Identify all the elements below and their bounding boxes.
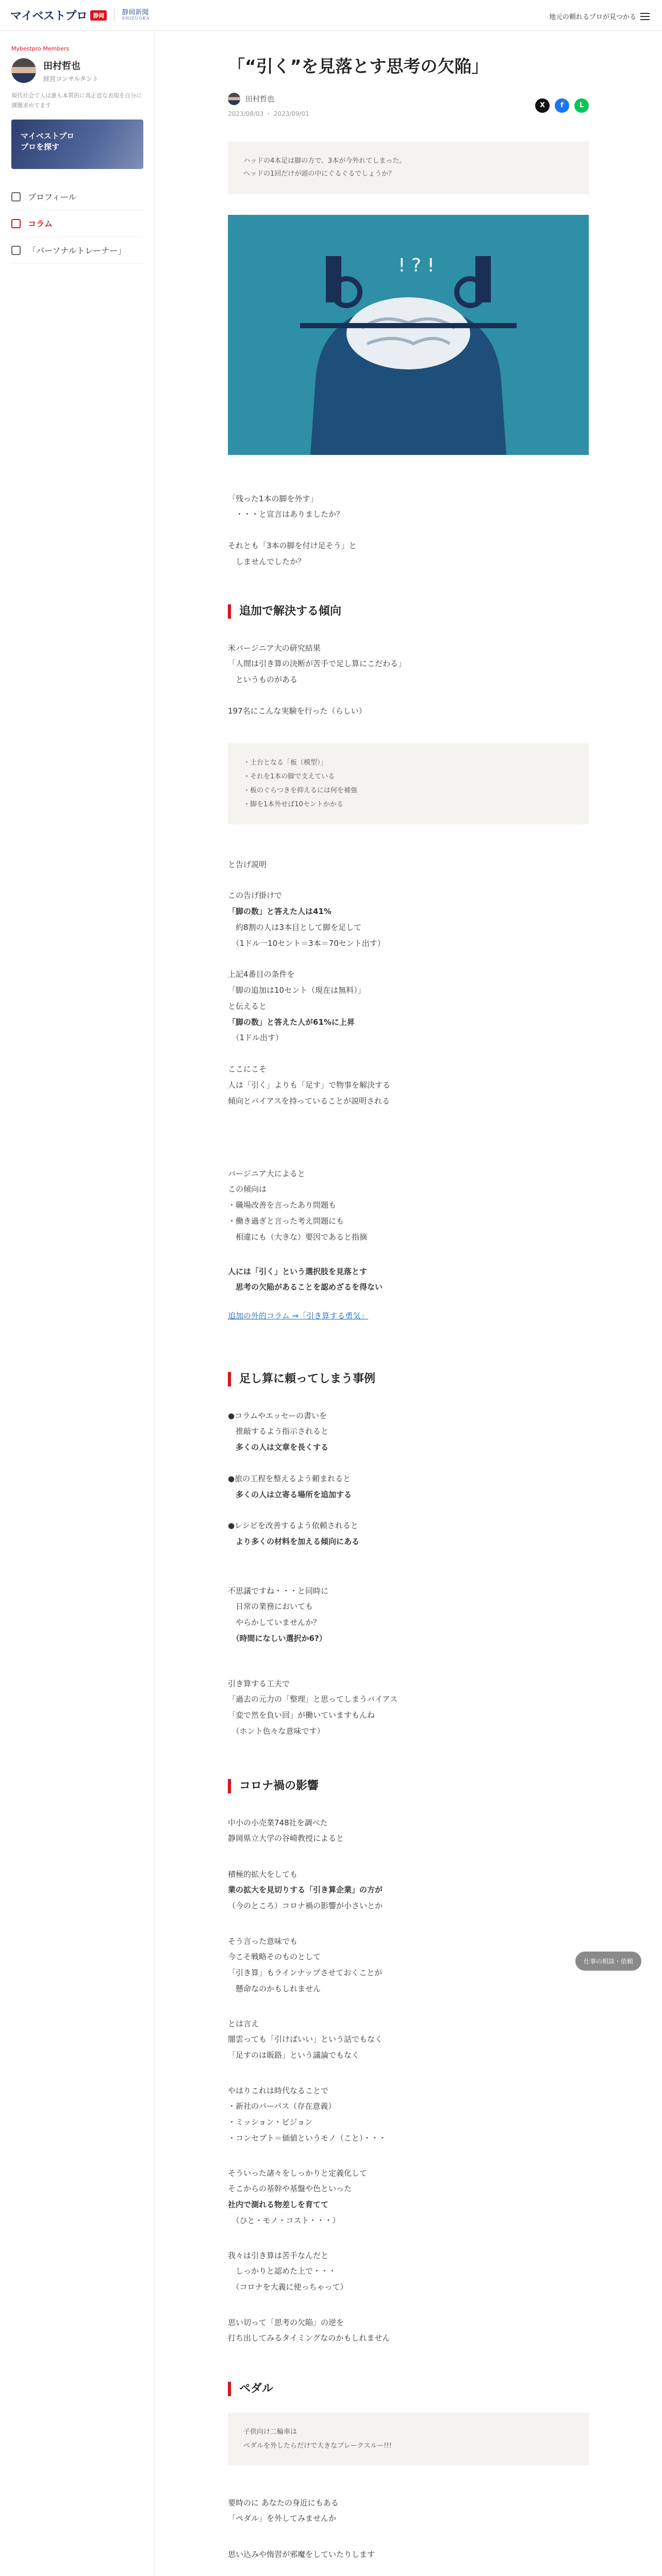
text-line: ●コラムやエッセーの書いを bbox=[228, 1411, 327, 1420]
section-text bbox=[228, 1166, 589, 1245]
text-line: というものがある bbox=[228, 675, 298, 685]
text-line: 「ペダル」を外してみませんか bbox=[228, 2514, 337, 2523]
text-line: しませんでしたか？ bbox=[228, 556, 306, 566]
sidebar-name: 田村哲也 bbox=[43, 60, 80, 72]
text-line: しっかりと認めた上で・・・ bbox=[228, 2266, 337, 2276]
text-line: ・脚を1本外せば10セントかかる bbox=[243, 801, 343, 809]
text-line: ・新社のパーパス（存在意義） bbox=[228, 2102, 336, 2111]
text-line bbox=[228, 2197, 589, 2213]
text-line: 日常の業務においても bbox=[228, 1602, 313, 1612]
hero-image bbox=[228, 215, 589, 455]
emphasis: 業の拡大を見切りする「引き算企業」の方が bbox=[228, 1885, 383, 1895]
sidebar-item-trainer[interactable] bbox=[11, 237, 143, 264]
text-line: やはりこれは時代なることで bbox=[228, 2086, 329, 2095]
emphasis: 「脚の数」と答えた人が61%に上昇 bbox=[228, 1017, 355, 1027]
section-text bbox=[228, 1934, 589, 1997]
emphasis: （時間になしい選択か6?） bbox=[228, 1633, 327, 1643]
sidebar-role: 経営コンサルタント bbox=[43, 75, 98, 82]
text-line bbox=[228, 1439, 589, 1455]
related-column-link-wrap bbox=[228, 1310, 589, 1321]
section-heading: ペダル bbox=[228, 2382, 589, 2397]
emphasis: 社内で測れる物差しを育てて bbox=[228, 2200, 329, 2210]
list-icon bbox=[11, 246, 21, 255]
text-line: ・働き過ぎと言った考え問題にも bbox=[228, 1216, 344, 1226]
section-text bbox=[228, 2315, 589, 2347]
sidebar-item-label: コラム bbox=[28, 219, 53, 229]
text-line: ペダルを外したらだけで大きなブレークスルー!!! bbox=[243, 2442, 392, 2450]
text-line bbox=[228, 522, 589, 538]
text-line: （ホント色々な意味です） bbox=[228, 1726, 325, 1736]
spacer bbox=[228, 1455, 589, 1471]
text-line: 子供向け二輪車は bbox=[243, 2428, 297, 2436]
sidebar-eyebrow: Mybestpro Members bbox=[11, 45, 70, 52]
text-line bbox=[228, 1264, 589, 1280]
text-line: 引き算する工夫で bbox=[228, 1679, 290, 1688]
text-line: ・土台となる「板（模型）」 bbox=[243, 758, 327, 767]
text-line: 静岡県立大学の谷崎教授によると bbox=[228, 1834, 344, 1843]
text-line bbox=[228, 1882, 589, 1898]
document-icon bbox=[11, 219, 21, 228]
section-text bbox=[228, 2248, 589, 2295]
text-line bbox=[228, 872, 589, 888]
text-line: 「人間は引き算の決断が苦手で足し算にこだわる」 bbox=[228, 659, 406, 669]
section-text bbox=[228, 2495, 589, 2527]
text-line: （今のところ）コロナ禍の影響が小さいとか bbox=[228, 1901, 383, 1911]
text-line: 「変で然を負い回」が働いていますもんね bbox=[228, 1710, 375, 1720]
text-line: 「残った1本の脚を外す」 bbox=[228, 494, 318, 503]
author-name: 田村哲也 bbox=[245, 95, 274, 104]
section-text bbox=[228, 1815, 589, 1847]
section-text bbox=[228, 2165, 589, 2229]
menu-icon[interactable] bbox=[640, 13, 650, 20]
region-badge: 静岡 bbox=[90, 10, 107, 21]
text-line bbox=[228, 1631, 589, 1647]
sidebar-item-column[interactable] bbox=[11, 210, 143, 237]
person-icon bbox=[11, 192, 21, 201]
text-line: （コロナを大義に使っちゃって） bbox=[228, 2282, 348, 2292]
emphasis: 多くの人は文章を長くする bbox=[228, 1443, 329, 1452]
text-line: 要時のに あなたの身近にもある bbox=[228, 2498, 339, 2507]
text-line bbox=[228, 1046, 589, 1061]
sidebar-item-label: プロフィール bbox=[28, 192, 77, 202]
page-title: 「“引く”を見落とす思考の欠陥」 bbox=[228, 56, 489, 76]
emphasis: 多くの人は立寄る場所を追加する bbox=[228, 1489, 352, 1499]
text-line: 打ち出してみるタイミングなのかもしれません bbox=[228, 2333, 390, 2343]
text-line: 懸命なのかもしれません bbox=[228, 1984, 321, 1993]
text-line: 上記4番目の条件を bbox=[228, 970, 295, 979]
text-line bbox=[228, 1014, 589, 1030]
section-text bbox=[228, 2083, 589, 2146]
text-line: 「過去の元力の「整理」と思ってしまうバイアス bbox=[228, 1694, 398, 1704]
site-logo[interactable]: マイベストプロ bbox=[10, 9, 88, 22]
spacer bbox=[228, 1502, 589, 1518]
section-heading: コロナ禍の影響 bbox=[228, 1779, 589, 1794]
sidebar-nav bbox=[11, 183, 143, 264]
section-text bbox=[228, 1676, 589, 1739]
quote-box bbox=[228, 743, 589, 824]
section-text bbox=[228, 1264, 589, 1296]
text-line: ・それを1本の脚で支えている bbox=[243, 772, 335, 781]
text-line: バージニア大によると bbox=[228, 1168, 305, 1178]
section-heading: 追加で解決する傾向 bbox=[228, 604, 589, 619]
section-text bbox=[228, 2016, 589, 2063]
section-text bbox=[228, 857, 589, 1109]
consult-button[interactable]: 仕事の相談・依頼 bbox=[575, 1952, 641, 1971]
text-line bbox=[228, 951, 589, 967]
text-line: 積極的拡大をしても bbox=[228, 1869, 298, 1879]
text-line: 傾向とバイアスを持っていることが説明される bbox=[228, 1096, 390, 1106]
emphasis: より多くの材料を加える傾向にある bbox=[228, 1537, 360, 1547]
text-line: ・職場改善を言ったあり問題も bbox=[228, 1200, 337, 1210]
text-line: 不思議ですね・・・と同時に bbox=[228, 1586, 329, 1596]
text-line: （ひと・モノ・コスト・・・） bbox=[228, 2215, 340, 2225]
emphasis: 人には「引く」という選択肢を見落とす bbox=[228, 1266, 368, 1276]
sidebar-profile[interactable] bbox=[11, 58, 143, 83]
text-line: 「引き算」もラインナップさせておくことが bbox=[228, 1968, 383, 1978]
text-line: 「脚の追加は10セント（現在は無料）」 bbox=[228, 986, 366, 995]
intro-text bbox=[228, 491, 589, 570]
facebook-share-icon[interactable]: f bbox=[555, 98, 569, 113]
text-line bbox=[228, 1534, 589, 1550]
section-text bbox=[228, 640, 589, 719]
text-line: 今こそ戦略そのものとして bbox=[228, 1952, 321, 1962]
section-text bbox=[228, 1408, 589, 1550]
text-line: 米バージニア大の研究結果 bbox=[228, 643, 321, 653]
emphasis: 思考の欠陥があることを認めざるを得ない bbox=[228, 1282, 383, 1292]
emphasis: 「脚の数」と答えた人は41% bbox=[228, 907, 332, 917]
hero-illustration bbox=[228, 215, 589, 455]
text-line: 約8割の人は3本目として脚を足して bbox=[228, 922, 362, 932]
header-right-link[interactable] bbox=[549, 11, 650, 21]
share-buttons bbox=[535, 98, 589, 113]
text-line: （1ドル一10セント＝3本＝70セント出す） bbox=[228, 938, 385, 948]
text-line: 人は「引く」よりも「足す」で物事を解決する bbox=[228, 1080, 391, 1090]
section-text: 思い込みや惰習が邪魔をしていたりします bbox=[228, 2549, 375, 2559]
text-line: ここにこそ bbox=[228, 1064, 267, 1074]
text-line bbox=[228, 1279, 589, 1295]
avatar bbox=[228, 93, 240, 105]
section-text bbox=[228, 1867, 589, 1914]
text-line: そういった諸々をしっかりと定義化して bbox=[228, 2168, 368, 2178]
text-line: ・ミッション・ビジョン bbox=[228, 2117, 313, 2127]
text-line: 推敲するよう指示されると bbox=[228, 1427, 329, 1436]
sidebar-banner[interactable]: マイベストプロ プロを探す bbox=[11, 120, 143, 169]
text-line: そう言った意味でも bbox=[228, 1936, 298, 1946]
svg-text:! ? !: ! ? ! bbox=[398, 255, 435, 276]
section-text bbox=[228, 1583, 589, 1647]
text-line: 思い切って「思考の欠陥」の逆を bbox=[228, 2317, 344, 2327]
text-line: ・コンセプト＝価値というモノ（こと）・・・ bbox=[228, 2133, 387, 2143]
x-share-icon[interactable]: X bbox=[535, 98, 550, 113]
site-header bbox=[0, 0, 662, 31]
text-line: 197名にこんな実験を行った（らしい） bbox=[228, 706, 367, 716]
section-heading: 足し算に頼ってしまう事例 bbox=[228, 1372, 589, 1387]
text-line: と伝えると bbox=[228, 1001, 267, 1011]
text-line: ●レシピを改善するよう依頼されると bbox=[228, 1521, 358, 1531]
sidebar-description: 現代社会で人は誰も本質的に真正直な表現を自分に課題求めてます bbox=[11, 92, 142, 109]
text-line: 中小の小売業748社を調べた bbox=[228, 1818, 328, 1827]
header-right-label: 地元の頼れるプロが見つかる bbox=[549, 13, 636, 21]
author-row bbox=[228, 93, 589, 118]
partner-logo[interactable] bbox=[122, 9, 150, 21]
article-main bbox=[228, 31, 589, 2576]
text-line: ・板のぐらつきを抑えるには何を補強 bbox=[243, 787, 357, 795]
text-line: とは言え bbox=[228, 2019, 259, 2028]
sidebar bbox=[0, 31, 155, 2576]
text-line: 「足すのは販路」という議論でもなく bbox=[228, 2050, 360, 2060]
text-line bbox=[228, 688, 589, 703]
text-line: やらかしていませんか？ bbox=[228, 1618, 321, 1628]
text-line: と告げ説明 bbox=[228, 859, 267, 869]
partner-name: 静岡新聞 bbox=[122, 8, 149, 16]
line-share-icon[interactable]: L bbox=[574, 98, 589, 113]
text-line: それとも「3本の脚を付け足そう」と bbox=[228, 541, 357, 551]
author-link[interactable] bbox=[228, 93, 309, 105]
quote-box bbox=[228, 2413, 589, 2466]
article-dates: 2023/08/03 ・ 2023/09/01 bbox=[228, 110, 309, 118]
lead-box: ハッドの4本足は脚の方で、3本が今外れてしまった。 ヘッドの1回だけが頭の中にぐるぐるでしょうか？ bbox=[228, 142, 589, 194]
text-line: そこからの基幹や基盤や色といった bbox=[228, 2184, 352, 2194]
text-line: この傾向は bbox=[228, 1184, 267, 1194]
text-line: 我々は引き算は苦手なんだと bbox=[228, 2250, 329, 2260]
text-line: この告げ掛けで bbox=[228, 891, 283, 901]
text-line: ・・・と宣言はありましたか？ bbox=[228, 510, 344, 519]
text-line: 闇雲っても「引けばいい」という話でもなく bbox=[228, 2035, 383, 2044]
partner-sub: SHIZUOKA bbox=[122, 16, 150, 21]
sidebar-item-label: 「パーソナルトレーナー」 bbox=[28, 246, 126, 256]
text-line: ●旅の工程を整えるよう頼まれると bbox=[228, 1473, 351, 1483]
text-line bbox=[228, 1487, 589, 1503]
avatar bbox=[11, 58, 36, 83]
text-line: （1ドル出す） bbox=[228, 1033, 284, 1043]
sidebar-item-profile[interactable] bbox=[11, 183, 143, 210]
related-column-link[interactable]: 追加の外的コラム ⇒「引き算する勇気」 bbox=[228, 1311, 369, 1320]
text-line: 相違にも（大きな）要因であると指摘 bbox=[228, 1232, 368, 1242]
text-line bbox=[228, 904, 589, 920]
